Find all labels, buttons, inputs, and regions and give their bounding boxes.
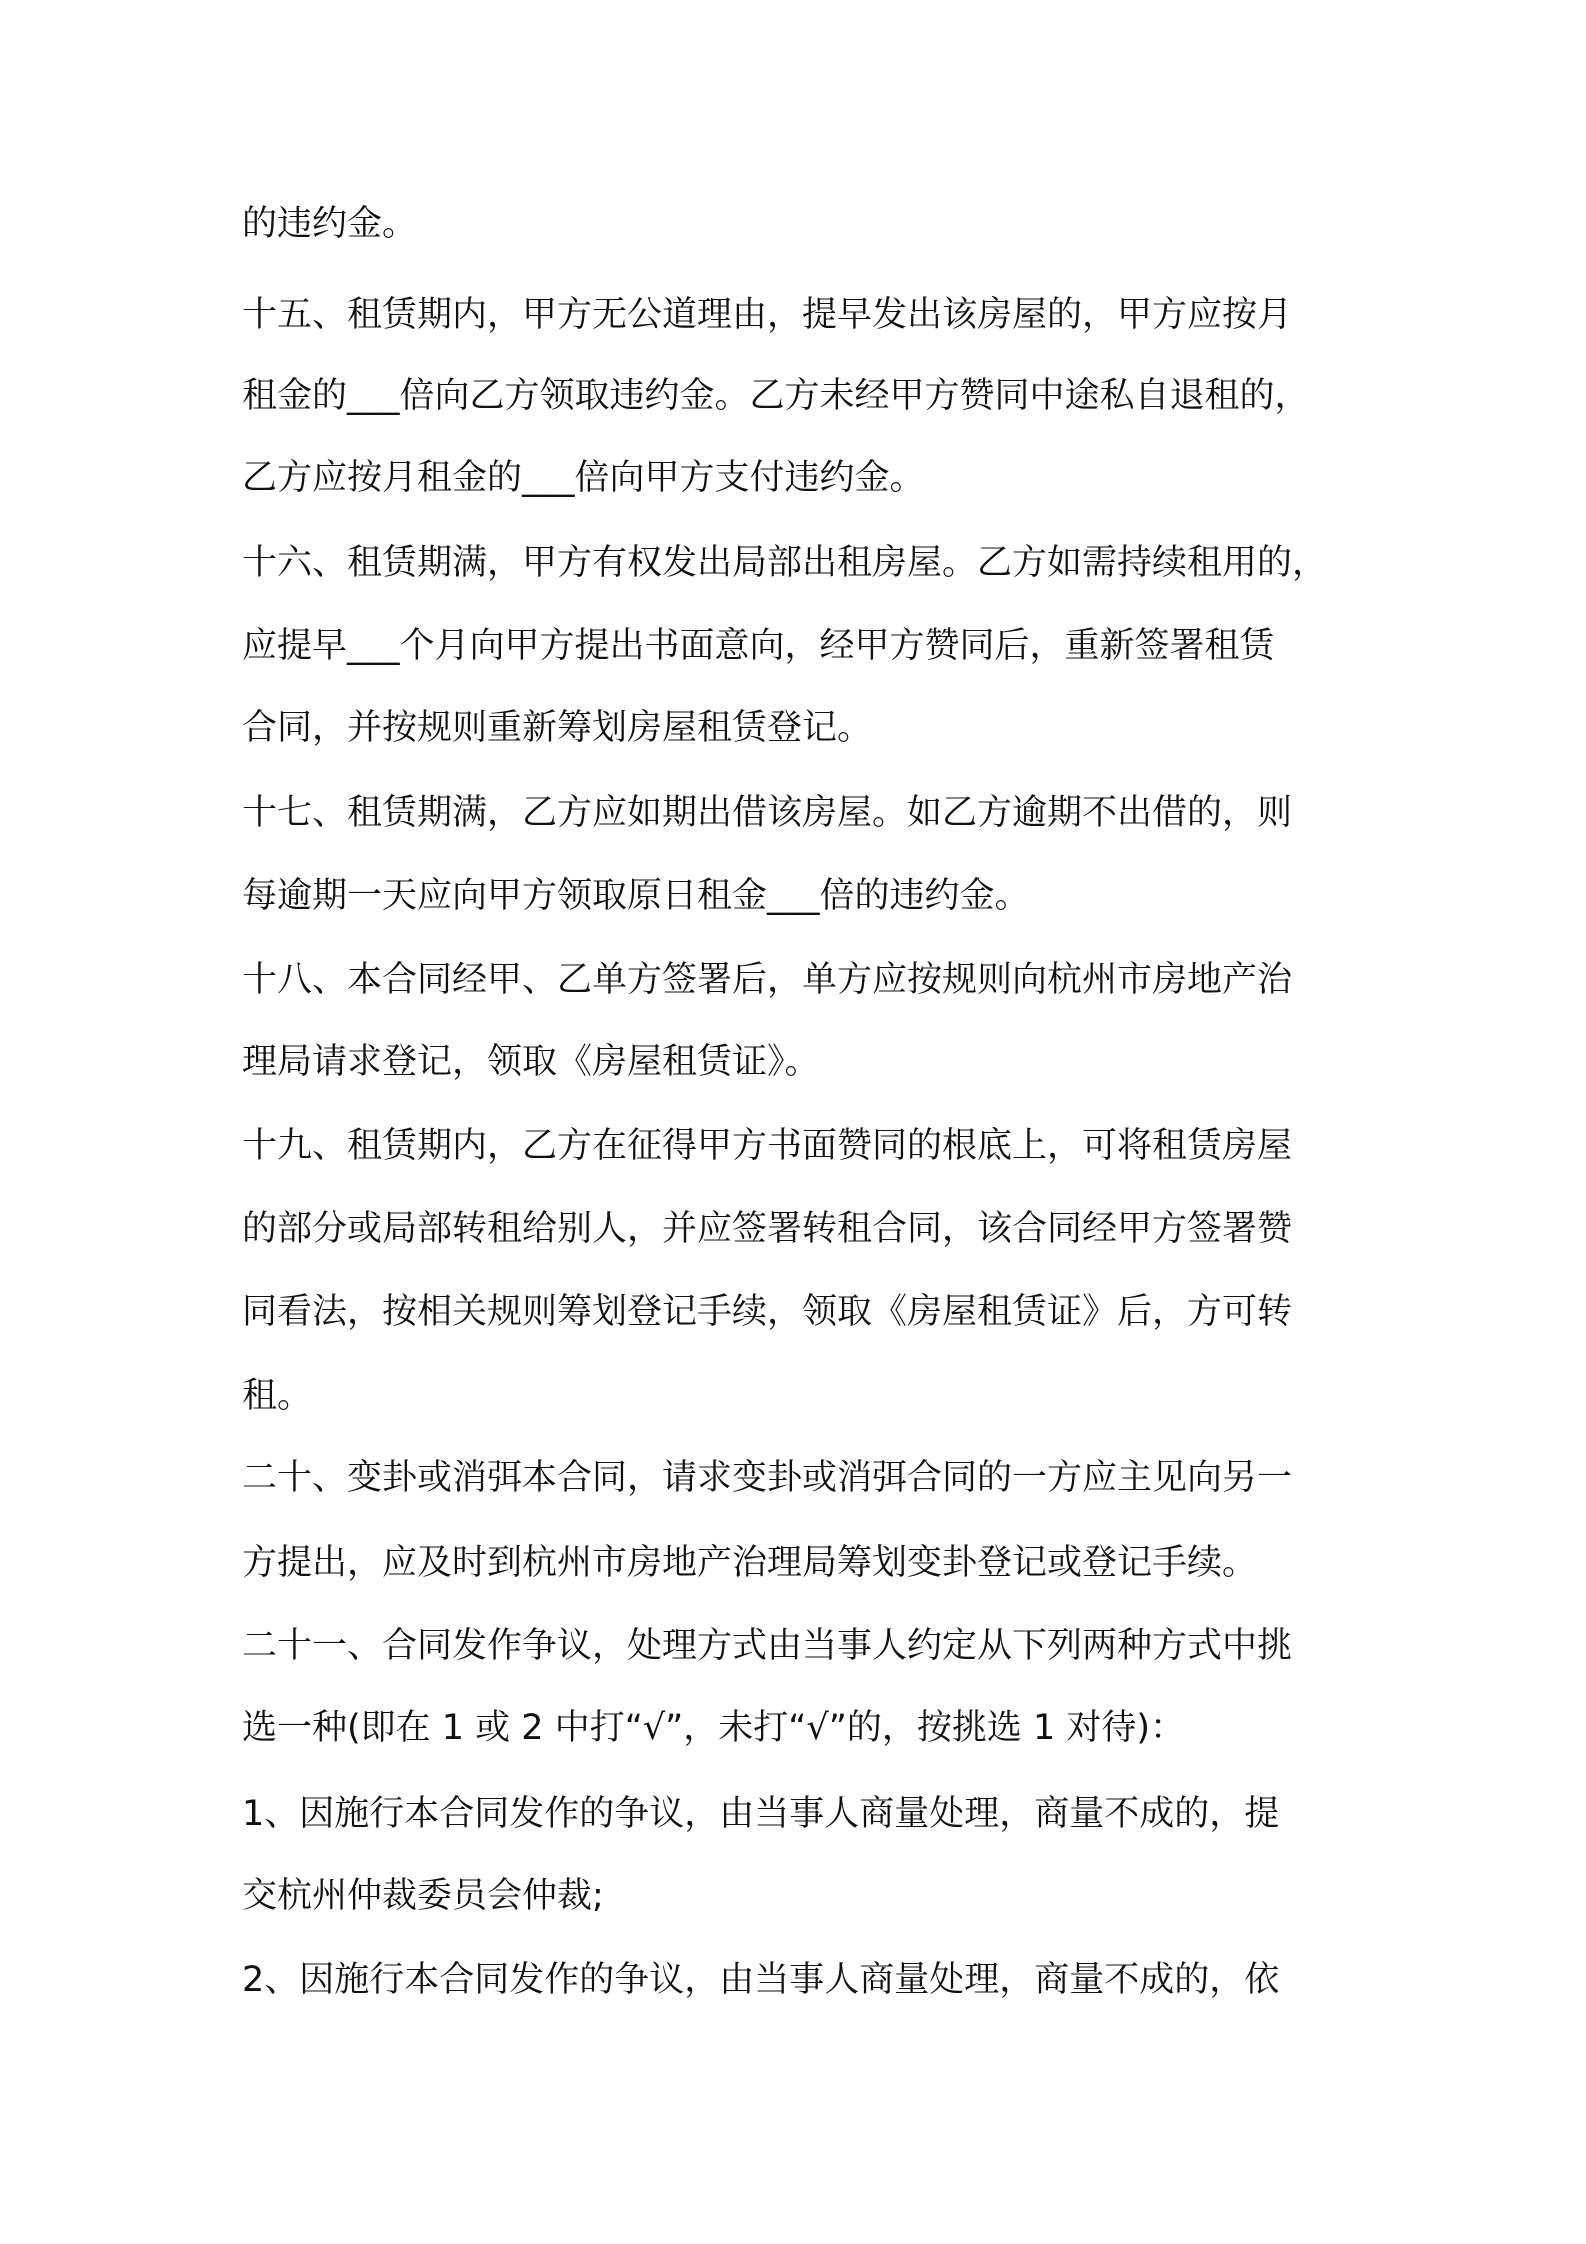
text-line: 交杭州仲裁委员会仲裁;	[242, 1876, 604, 1916]
text-line: 十七、租赁期满，乙方应如期出借该房屋。如乙方逾期不出借的，则	[242, 793, 1293, 833]
text-line: 租金的___倍向乙方领取违约金。乙方未经甲方赞同中途私自退租的，	[242, 376, 1310, 416]
text-line: 每逾期一天应向甲方领取原日租金___倍的违约金。	[242, 876, 1030, 916]
text-line: 选一种(即在 1 或 2 中打“√”，未打“√”的，按挑选 1 对待)：	[242, 1708, 1186, 1748]
text-line: 二十一、合同发作争议，处理方式由当事人约定从下列两种方式中挑	[242, 1626, 1293, 1666]
text-line: 十五、租赁期内，甲方无公道理由，提早发出该房屋的，甲方应按月	[242, 295, 1293, 335]
text-line: 的部分或局部转租给别人，并应签署转租合同，该合同经甲方签署赞	[242, 1209, 1293, 1249]
text-line: 1、因施行本合同发作的争议，由当事人商量处理，商量不成的，提	[242, 1794, 1280, 1834]
text-line: 合同，并按规则重新筹划房屋租赁登记。	[242, 708, 873, 748]
text-line: 同看法，按相关规则筹划登记手续，领取《房屋租赁证》后，方可转	[242, 1292, 1293, 1332]
text-line: 租。	[242, 1376, 313, 1416]
text-line: 二十、变卦或消弭本合同，请求变卦或消弭合同的一方应主见向另一	[242, 1458, 1293, 1498]
text-line: 乙方应按月租金的___倍向甲方支付违约金。	[242, 458, 925, 498]
text-line: 2、因施行本合同发作的争议，由当事人商量处理，商量不成的，依	[242, 1960, 1280, 2000]
text-line: 十九、租赁期内，乙方在征得甲方书面赞同的根底上，可将租赁房屋	[242, 1126, 1293, 1166]
text-line: 理局请求登记，领取《房屋租赁证》。	[242, 1042, 820, 1082]
text-line: 十六、租赁期满，甲方有权发出局部出租房屋。乙方如需持续租用的，	[242, 543, 1328, 583]
text-line: 应提早___个月向甲方提出书面意向，经甲方赞同后，重新签署租赁	[242, 626, 1275, 666]
text-line: 十八、本合同经甲、乙单方签署后，单方应按规则向杭州市房地产治	[242, 960, 1293, 1000]
text-line: 的违约金。	[242, 204, 418, 244]
text-line: 方提出，应及时到杭州市房地产治理局筹划变卦登记或登记手续。	[242, 1543, 1258, 1583]
